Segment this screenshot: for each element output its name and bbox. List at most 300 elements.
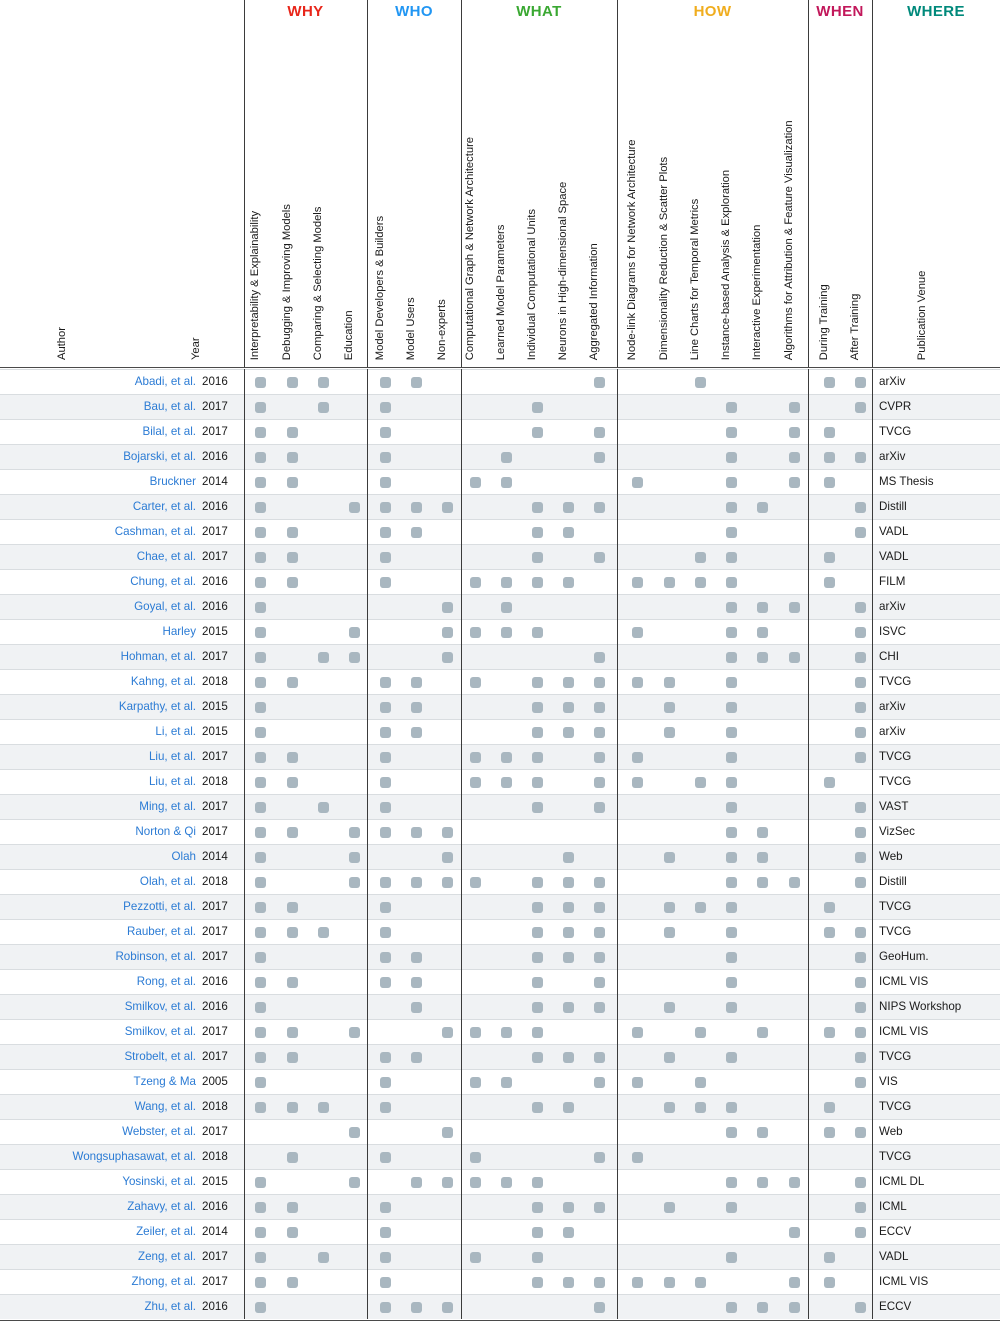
row-group-divider <box>461 519 462 544</box>
mark-dot <box>470 877 481 888</box>
row-group-divider <box>461 769 462 794</box>
row-group-divider <box>872 1294 873 1319</box>
venue-cell: FILM <box>879 575 906 588</box>
row-group-divider <box>808 1019 809 1044</box>
author-cell[interactable]: Cashman, et al. <box>114 525 196 538</box>
mark-dot <box>855 827 866 838</box>
mark-dot <box>855 1202 866 1213</box>
row-group-divider <box>808 1069 809 1094</box>
mark-dot <box>824 1277 835 1288</box>
mark-dot <box>594 1002 605 1013</box>
row-group-divider <box>461 1169 462 1194</box>
mark-dot <box>532 777 543 788</box>
author-cell[interactable]: Chung, et al. <box>130 575 196 588</box>
row-group-divider <box>244 1294 245 1319</box>
mark-dot <box>380 1202 391 1213</box>
author-cell[interactable]: Smilkov, et al. <box>124 1025 196 1038</box>
row-group-divider <box>244 369 245 394</box>
table-row[interactable] <box>0 1069 1000 1094</box>
column-header-13: Dimensionality Reduction & Scatter Plots <box>657 156 670 360</box>
row-group-divider <box>872 619 873 644</box>
mark-dot <box>380 952 391 963</box>
mark-dot <box>594 452 605 463</box>
mark-dot <box>380 1277 391 1288</box>
year-cell: 2017 <box>202 1250 228 1263</box>
mark-dot <box>855 627 866 638</box>
row-group-divider <box>367 619 368 644</box>
mark-dot <box>726 702 737 713</box>
mark-dot <box>594 377 605 388</box>
author-cell[interactable]: Strobelt, et al. <box>124 1050 196 1063</box>
mark-dot <box>442 502 453 513</box>
mark-dot <box>594 502 605 513</box>
mark-dot <box>287 452 298 463</box>
venue-cell: VADL <box>879 1250 909 1263</box>
mark-dot <box>594 927 605 938</box>
row-group-divider <box>872 1244 873 1269</box>
venue-cell: Distill <box>879 500 907 513</box>
table-row[interactable] <box>0 744 1000 769</box>
column-header-20: Publication Venue <box>915 270 928 360</box>
row-group-divider <box>244 844 245 869</box>
row-group-divider <box>244 644 245 669</box>
venue-cell: Web <box>879 850 903 863</box>
mark-dot <box>380 702 391 713</box>
mark-dot <box>255 677 266 688</box>
mark-dot <box>380 1152 391 1163</box>
mark-dot <box>563 877 574 888</box>
author-cell[interactable]: Karpathy, et al. <box>118 700 196 713</box>
mark-dot <box>563 852 574 863</box>
row-group-divider <box>872 1269 873 1294</box>
mark-dot <box>726 852 737 863</box>
mark-dot <box>318 927 329 938</box>
year-cell: 2018 <box>202 775 228 788</box>
group-label-why: WHY <box>287 3 324 20</box>
mark-dot <box>594 777 605 788</box>
venue-cell: TVCG <box>879 1150 912 1163</box>
table-row[interactable] <box>0 769 1000 794</box>
table-row[interactable] <box>0 669 1000 694</box>
mark-dot <box>411 1177 422 1188</box>
mark-dot <box>318 652 329 663</box>
table-row[interactable] <box>0 1269 1000 1294</box>
mark-dot <box>855 1002 866 1013</box>
table-row[interactable] <box>0 1094 1000 1119</box>
mark-dot <box>563 927 574 938</box>
author-cell[interactable]: Bojarski, et al. <box>123 450 196 463</box>
mark-dot <box>664 1002 675 1013</box>
mark-dot <box>824 1102 835 1113</box>
author-cell[interactable]: Zhu, et al. <box>144 1300 196 1313</box>
venue-cell: arXiv <box>879 725 906 738</box>
table-row[interactable] <box>0 1144 1000 1169</box>
row-group-divider <box>244 769 245 794</box>
mark-dot <box>594 977 605 988</box>
mark-dot <box>726 502 737 513</box>
row-group-divider <box>461 1194 462 1219</box>
mark-dot <box>349 1127 360 1138</box>
mark-dot <box>632 677 643 688</box>
author-cell[interactable]: Hohman, et al. <box>120 650 196 663</box>
table-row[interactable] <box>0 1219 1000 1244</box>
mark-dot <box>855 877 866 888</box>
mark-dot <box>563 527 574 538</box>
mark-dot <box>255 902 266 913</box>
row-group-divider <box>872 769 873 794</box>
row-group-divider <box>367 469 368 494</box>
author-cell[interactable]: Abadi, et al. <box>134 375 196 388</box>
row-group-divider <box>872 569 873 594</box>
mark-dot <box>470 1177 481 1188</box>
mark-dot <box>855 1052 866 1063</box>
mark-dot <box>726 677 737 688</box>
row-group-divider <box>808 869 809 894</box>
author-cell[interactable]: Zhong, et al. <box>131 1275 196 1288</box>
row-group-divider <box>617 919 618 944</box>
table-row[interactable] <box>0 544 1000 569</box>
table-row[interactable] <box>0 519 1000 544</box>
row-group-divider <box>244 1269 245 1294</box>
author-cell[interactable]: Robinson, et al. <box>115 950 196 963</box>
year-cell: 2017 <box>202 800 228 813</box>
table-row[interactable] <box>0 619 1000 644</box>
mark-dot <box>287 677 298 688</box>
mark-dot <box>824 927 835 938</box>
mark-dot <box>695 1277 706 1288</box>
author-cell[interactable]: Liu, et al. <box>148 750 196 763</box>
mark-dot <box>380 802 391 813</box>
table-row[interactable] <box>0 419 1000 444</box>
mark-dot <box>824 1252 835 1263</box>
mark-dot <box>757 1027 768 1038</box>
year-cell: 2017 <box>202 750 228 763</box>
mark-dot <box>594 1202 605 1213</box>
mark-dot <box>664 1277 675 1288</box>
author-cell[interactable]: Webster, et al. <box>122 1125 196 1138</box>
mark-dot <box>532 1202 543 1213</box>
table-row[interactable] <box>0 1044 1000 1069</box>
mark-dot <box>501 627 512 638</box>
author-cell[interactable]: Pezzotti, et al. <box>123 900 196 913</box>
author-cell[interactable]: Bruckner <box>149 475 196 488</box>
row-group-divider <box>367 919 368 944</box>
mark-dot <box>594 752 605 763</box>
row-group-divider <box>244 1019 245 1044</box>
table-row[interactable] <box>0 994 1000 1019</box>
row-group-divider <box>872 469 873 494</box>
row-group-divider <box>244 669 245 694</box>
year-cell: 2018 <box>202 1100 228 1113</box>
mark-dot <box>349 827 360 838</box>
row-group-divider <box>244 1219 245 1244</box>
year-cell: 2017 <box>202 950 228 963</box>
year-cell: 2017 <box>202 400 228 413</box>
table-row[interactable] <box>0 1244 1000 1269</box>
table-row[interactable] <box>0 919 1000 944</box>
row-group-divider <box>461 369 462 394</box>
row-group-divider <box>808 944 809 969</box>
table-row[interactable] <box>0 369 1000 394</box>
mark-dot <box>255 1177 266 1188</box>
row-group-divider <box>244 794 245 819</box>
table-row[interactable] <box>0 444 1000 469</box>
author-cell[interactable]: Tzeng & Ma <box>133 1075 196 1088</box>
row-group-divider <box>244 1094 245 1119</box>
row-group-divider <box>808 544 809 569</box>
mark-dot <box>594 952 605 963</box>
author-cell[interactable]: Liu, et al. <box>148 775 196 788</box>
venue-cell: CHI <box>879 650 899 663</box>
author-cell[interactable]: Carter, et al. <box>132 500 196 513</box>
mark-dot <box>594 802 605 813</box>
mark-dot <box>695 1102 706 1113</box>
mark-dot <box>380 1252 391 1263</box>
table-row[interactable] <box>0 644 1000 669</box>
mark-dot <box>380 902 391 913</box>
year-cell: 2005 <box>202 1075 228 1088</box>
author-cell[interactable]: Zeng, et al. <box>137 1250 196 1263</box>
mark-dot <box>501 1027 512 1038</box>
row-group-divider <box>244 919 245 944</box>
mark-dot <box>380 752 391 763</box>
table-row[interactable] <box>0 719 1000 744</box>
mark-dot <box>532 1102 543 1113</box>
author-cell[interactable]: Yosinski, et al. <box>122 1175 196 1188</box>
row-group-divider <box>367 1144 368 1169</box>
table-row[interactable] <box>0 794 1000 819</box>
row-group-divider <box>244 869 245 894</box>
row-group-divider <box>244 719 245 744</box>
row-group-divider <box>872 519 873 544</box>
mark-dot <box>789 477 800 488</box>
mark-dot <box>470 577 481 588</box>
mark-dot <box>255 1302 266 1313</box>
mark-dot <box>855 452 866 463</box>
table-row[interactable] <box>0 1019 1000 1044</box>
row-group-divider <box>808 1269 809 1294</box>
mark-dot <box>380 827 391 838</box>
author-cell[interactable]: Wongsuphasawat, et al. <box>72 1150 196 1163</box>
venue-cell: TVCG <box>879 425 912 438</box>
mark-dot <box>594 877 605 888</box>
author-cell[interactable]: Bau, et al. <box>143 400 196 413</box>
mark-dot <box>632 1077 643 1088</box>
row-group-divider <box>617 444 618 469</box>
author-cell[interactable]: Zahavy, et al. <box>127 1200 196 1213</box>
mark-dot <box>349 652 360 663</box>
column-header-1: Debugging & Improving Models <box>280 203 293 360</box>
author-column-header: Author <box>56 327 68 360</box>
mark-dot <box>442 1127 453 1138</box>
mark-dot <box>287 552 298 563</box>
row-group-divider <box>617 1119 618 1144</box>
mark-dot <box>726 952 737 963</box>
table-row[interactable] <box>0 594 1000 619</box>
row-group-divider <box>461 1244 462 1269</box>
year-cell: 2016 <box>202 375 228 388</box>
author-cell[interactable]: Ming, et al. <box>139 800 196 813</box>
mark-dot <box>470 1077 481 1088</box>
author-cell[interactable]: Rong, et al. <box>136 975 196 988</box>
row-group-divider <box>367 544 368 569</box>
author-cell[interactable]: Smilkov, et al. <box>124 1000 196 1013</box>
table-row[interactable] <box>0 894 1000 919</box>
mark-dot <box>532 977 543 988</box>
table-row[interactable] <box>0 469 1000 494</box>
row-group-divider <box>244 1194 245 1219</box>
mark-dot <box>726 1202 737 1213</box>
table-row[interactable] <box>0 944 1000 969</box>
row-group-divider <box>617 569 618 594</box>
row-group-divider <box>367 1294 368 1319</box>
table-row[interactable] <box>0 1194 1000 1219</box>
table-row[interactable] <box>0 1169 1000 1194</box>
table-row[interactable] <box>0 694 1000 719</box>
mark-dot <box>594 1302 605 1313</box>
group-label-when: WHEN <box>816 3 864 20</box>
mark-dot <box>563 577 574 588</box>
table-row[interactable] <box>0 1119 1000 1144</box>
group-label-how: HOW <box>693 3 732 20</box>
mark-dot <box>855 702 866 713</box>
mark-dot <box>632 477 643 488</box>
row-group-divider <box>808 1169 809 1194</box>
row-group-divider <box>617 594 618 619</box>
table-row[interactable] <box>0 969 1000 994</box>
row-group-divider <box>367 819 368 844</box>
row-group-divider <box>367 1119 368 1144</box>
table-row[interactable] <box>0 819 1000 844</box>
group-divider-who <box>367 0 368 368</box>
row-group-divider <box>367 444 368 469</box>
mark-dot <box>726 602 737 613</box>
author-cell[interactable]: Goyal, et al. <box>134 600 196 613</box>
row-group-divider <box>617 669 618 694</box>
mark-dot <box>824 1027 835 1038</box>
row-group-divider <box>872 1069 873 1094</box>
row-group-divider <box>461 944 462 969</box>
author-cell[interactable]: Olah, et al. <box>139 875 196 888</box>
year-cell: 2017 <box>202 425 228 438</box>
row-group-divider <box>367 1169 368 1194</box>
mark-dot <box>664 677 675 688</box>
row-group-divider <box>617 844 618 869</box>
author-cell[interactable]: Rauber, et al. <box>127 925 196 938</box>
mark-dot <box>563 1002 574 1013</box>
row-group-divider <box>367 1044 368 1069</box>
row-group-divider <box>872 944 873 969</box>
author-cell[interactable]: Kahng, et al. <box>130 675 196 688</box>
mark-dot <box>411 1302 422 1313</box>
group-label-where: WHERE <box>907 3 965 20</box>
mark-dot <box>532 952 543 963</box>
author-cell[interactable]: Li, et al. <box>155 725 196 738</box>
table-row[interactable] <box>0 494 1000 519</box>
year-cell: 2018 <box>202 1150 228 1163</box>
mark-dot <box>563 1052 574 1063</box>
mark-dot <box>726 752 737 763</box>
author-cell[interactable]: Olah <box>171 850 196 863</box>
row-group-divider <box>617 1294 618 1319</box>
column-header-18: During Training <box>817 284 830 360</box>
venue-cell: VADL <box>879 550 909 563</box>
row-group-divider <box>617 1194 618 1219</box>
author-cell[interactable]: Norton & Qi <box>135 825 196 838</box>
mark-dot <box>563 902 574 913</box>
mark-dot <box>855 402 866 413</box>
author-cell[interactable]: Harley <box>162 625 196 638</box>
row-group-divider <box>244 544 245 569</box>
year-cell: 2016 <box>202 500 228 513</box>
mark-dot <box>726 802 737 813</box>
year-cell: 2015 <box>202 700 228 713</box>
venue-cell: ICML VIS <box>879 975 929 988</box>
author-cell[interactable]: Zeiler, et al. <box>136 1225 196 1238</box>
mark-dot <box>664 927 675 938</box>
table-row[interactable] <box>0 844 1000 869</box>
venue-cell: VADL <box>879 525 909 538</box>
row-group-divider <box>244 744 245 769</box>
mark-dot <box>255 927 266 938</box>
mark-dot <box>855 677 866 688</box>
author-cell[interactable]: Chae, et al. <box>136 550 196 563</box>
mark-dot <box>726 1002 737 1013</box>
row-group-divider <box>872 819 873 844</box>
mark-dot <box>470 477 481 488</box>
column-header-10: Neurons in High-dimensional Space <box>556 181 569 360</box>
table-row[interactable] <box>0 569 1000 594</box>
row-group-divider <box>617 544 618 569</box>
mark-dot <box>726 1177 737 1188</box>
mark-dot <box>501 1177 512 1188</box>
mark-dot <box>287 1227 298 1238</box>
mark-dot <box>411 977 422 988</box>
venue-cell: arXiv <box>879 700 906 713</box>
row-group-divider <box>617 1144 618 1169</box>
table-row[interactable] <box>0 869 1000 894</box>
table-body <box>0 369 1000 1319</box>
mark-dot <box>757 1302 768 1313</box>
year-cell: 2017 <box>202 650 228 663</box>
row-group-divider <box>808 644 809 669</box>
row-group-divider <box>808 669 809 694</box>
row-group-divider <box>808 794 809 819</box>
mark-dot <box>532 402 543 413</box>
row-group-divider <box>244 969 245 994</box>
row-group-divider <box>808 1094 809 1119</box>
mark-dot <box>380 527 391 538</box>
year-cell: 2017 <box>202 1125 228 1138</box>
row-group-divider <box>461 869 462 894</box>
row-group-divider <box>617 1019 618 1044</box>
mark-dot <box>287 377 298 388</box>
mark-dot <box>824 1127 835 1138</box>
table-row[interactable] <box>0 1294 1000 1319</box>
row-group-divider <box>244 469 245 494</box>
mark-dot <box>789 1177 800 1188</box>
table-row[interactable] <box>0 394 1000 419</box>
row-group-divider <box>872 644 873 669</box>
mark-dot <box>664 852 675 863</box>
row-group-divider <box>617 519 618 544</box>
author-cell[interactable]: Bilal, et al. <box>142 425 196 438</box>
author-cell[interactable]: Wang, et al. <box>134 1100 196 1113</box>
mark-dot <box>380 1227 391 1238</box>
column-header-8: Learned Model Parameters <box>494 224 507 360</box>
venue-cell: CVPR <box>879 400 912 413</box>
mark-dot <box>726 927 737 938</box>
